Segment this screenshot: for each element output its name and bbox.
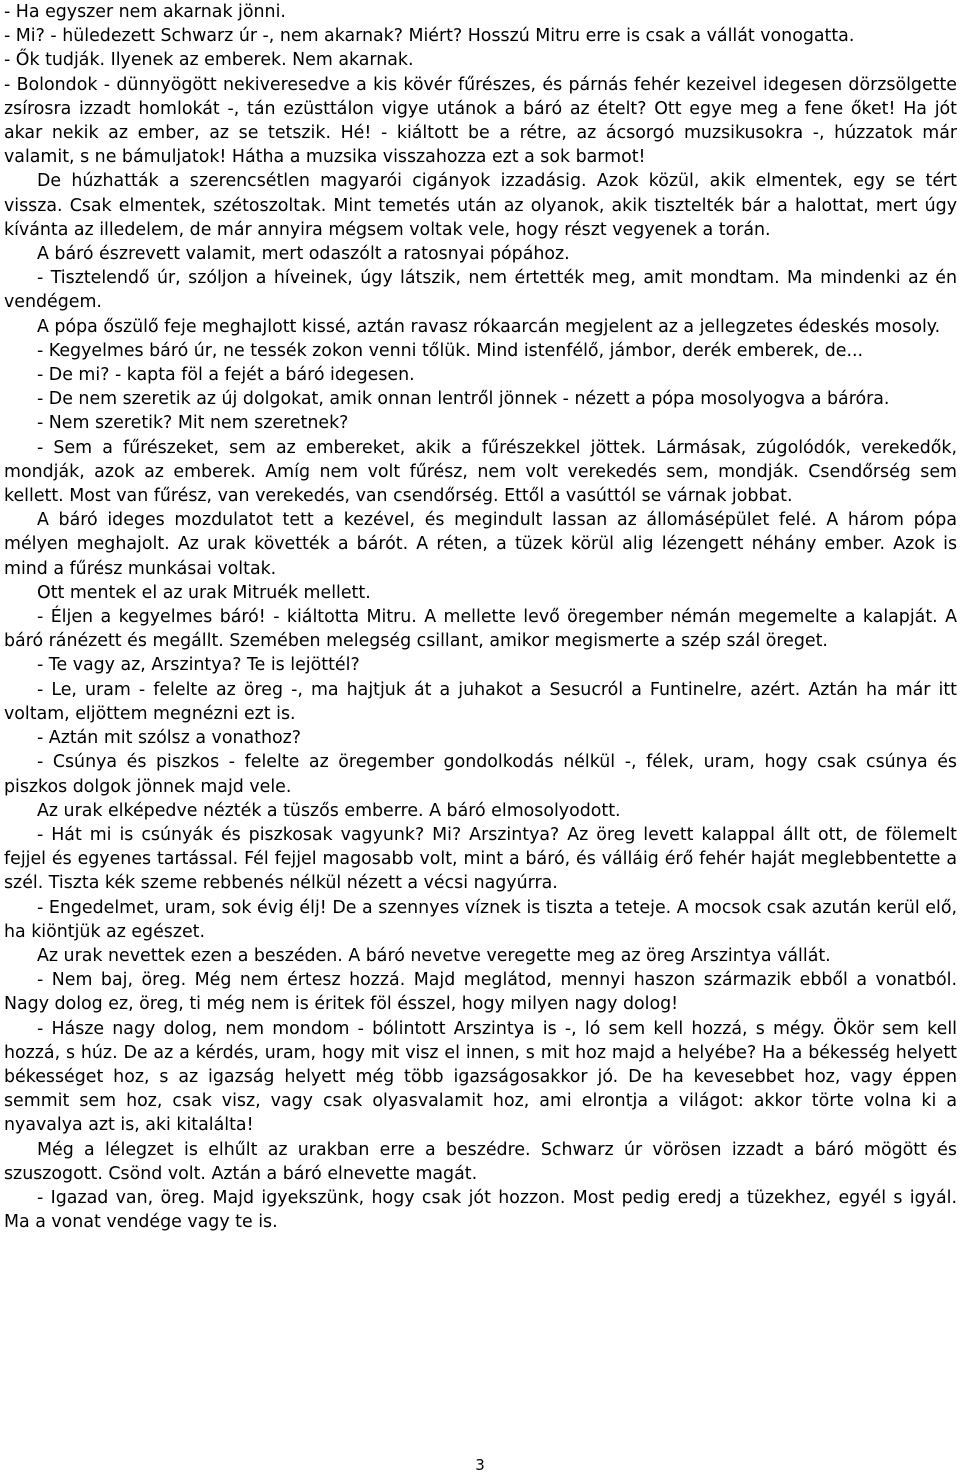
paragraph: - Aztán mit szólsz a vonathoz? <box>37 728 301 749</box>
paragraph: De húzhatták a szerencsétlen magyarói cigányok izzadásig. Azok közül, akik elmentek, egy se tért vissza. Csak elmentek, szétoszoltak. Mint temetés után az olyanok, akik tisztelték bár a halottat, mert úgy kívánta az illedelem, de már annyira mégsem voltak vele, hogy részt vegyenek a torán. <box>4 171 957 240</box>
paragraph: - Csúnya és piszkos - felelte az öregember gondolkodás nélkül -, félek, uram, hogy csak csúnya és piszkos dolgok jönnek majd vele. <box>4 752 957 797</box>
paragraph: - Mi? - hüledezett Schwarz úr -, nem akarnak? Miért? Hosszú Mitru erre is csak a vállát vonogatta. <box>4 26 855 47</box>
paragraph: - Sem a fűrészeket, sem az embereket, akik a fűrészekkel jöttek. Lármásak, zúgolódók, verekedők, mondják, azok az emberek. Amíg nem volt fűrész, nem volt verekedés sem, mondják. Csendőrség sem kellett. Most van fűrész, van verekedés, van csendőrség. Ettől a vasúttól se várnak jobbat. <box>4 437 957 507</box>
paragraph: - Nem szeretik? Mit nem szeretnek? <box>37 413 349 434</box>
paragraph: - Engedelmet, uram, sok évig élj! De a szennyes víznek is tiszta a teteje. A mocsok csak azután kerül elő, ha kiöntjük az egészet. <box>4 897 957 942</box>
paragraph: - De mi? - kapta föl a fejét a báró idegesen. <box>37 365 415 386</box>
paragraph: - Hásze nagy dolog, nem mondom - bólintott Arszintya is -, ló sem kell hozzá, s mégy. Ökör sem kell hozzá, s húz. De az a kérdés, uram, hogy mit visz el innen, s mit hoz majd a helyébe? Ha a békesség helyett békességet hoz, s az igazság helyett még több igazságosakkor jó. De ha kevesebbet hoz, vagy éppen semmit sem hoz, csak visz, vagy csak olyasvalamit hoz, ami elrontja a világot: akkor törte volna ki a nyavalya azt is, aki kitalálta! <box>4 1018 957 1136</box>
paragraph: - Igazad van, öreg. Majd igyekszünk, hogy csak jót hozzon. Most pedig eredj a tüzekhez, egyél s igyál. Ma a vonat vendége vagy te is. <box>4 1187 957 1233</box>
paragraph: - Le, uram - felelte az öreg -, ma hajtjuk át a juhakot a Sesucról a Funtinelre, azért. Aztán ha már itt voltam, eljöttem megnézni ezt is. <box>4 679 957 724</box>
paragraph: A báró észrevett valamit, mert odaszólt a ratosnyai pópához. <box>37 244 570 265</box>
paragraph: Az urak elképedve nézték a tüszős emberre. A báró elmosolyodott. <box>37 800 621 821</box>
paragraph: - Bolondok - dünnyögött nekiveresedve a kis kövér fűrészes, és párnás fehér kezeivel idegesen dörzsölgette zsírosra izzadt homlokát -, tán ezüsttálon vigye utánok a báró az ételt? Ott egye meg a fene őket! Ha jót akar nekik az ember, az se tetszik. Hé! - kiáltott be a rétre, az ácsorgó muzsikusokra -, húzzatok már valamit, s ne bámuljatok! Hátha a muzsika visszahozza ezt a sok barmot! <box>4 74 957 168</box>
paragraph: A pópa őszülő feje meghajlott kissé, aztán ravasz rókaarcán megjelent az a jellegzetes édeskés mosoly. <box>37 316 941 337</box>
paragraph: - Ők tudják. Ilyenek az emberek. Nem akarnak. <box>4 50 414 71</box>
paragraph: - Tisztelendő úr, szóljon a híveinek, úgy látszik, nem értették meg, amit mondtam. Ma mindenki az én vendégem. <box>4 268 957 313</box>
paragraph: - De nem szeretik az új dolgokat, amik onnan lentről jönnek - nézett a pópa mosolyogva a báróra. <box>37 389 890 410</box>
paragraph: Ott mentek el az urak Mitruék mellett. <box>37 582 371 603</box>
paragraph: - Nem baj, öreg. Még nem értesz hozzá. Majd meglátod, mennyi haszon származik ebből a vonatból. Nagy dolog ez, öreg, ti még nem is éritek föl ésszel, hogy milyen nagy dolog! <box>4 970 957 1015</box>
paragraph: - Hát mi is csúnyák és piszkosak vagyunk? Mi? Arszintya? Az öreg levett kalappal állt ott, de fölemelt fejjel és egyenes tartással. Fél fejjel magosabb volt, mint a báró, és válláig érő fehér haját meglebbentette a szél. Tiszta kék szeme rebbenés nélkül nézett a vécsi nagyúrra. <box>4 824 957 894</box>
page-number: 3 <box>475 1456 485 1474</box>
paragraph: A báró ideges mozdulatot tett a kezével, és megindult lassan az állomásépület felé. A három pópa mélyen meghajolt. Az urak követték a bárót. A réten, a tüzek körül alig lézengett néhány ember. Azok is mind a fűrész munkásai voltak. <box>4 510 957 579</box>
paragraph: - Kegyelmes báró úr, ne tessék zokon venni tőlük. Mind istenfélő, jámbor, derék emberek, de... <box>37 340 864 361</box>
paragraph: - Ha egyszer nem akarnak jönni. <box>4 2 286 22</box>
paragraph: Még a lélegzet is elhűlt az urakban erre a beszédre. Schwarz úr vörösen izzadt a báró mögött és szuszogott. Csönd volt. Aztán a báró elnevette magát. <box>4 1139 957 1184</box>
document-body <box>4 0 957 1234</box>
paragraph: - Éljen a kegyelmes báró! - kiáltotta Mitru. A mellette levő öregember némán megemelte a kalapját. A báró ránézett és megállt. Szemében melegség csillant, amikor megismerte a szép szál öreget. <box>4 607 957 652</box>
paragraph: Az urak nevettek ezen a beszéden. A báró nevetve veregette meg az öreg Arszintya vállát. <box>37 945 831 966</box>
paragraph: - Te vagy az, Arszintya? Te is lejöttél? <box>37 655 360 676</box>
